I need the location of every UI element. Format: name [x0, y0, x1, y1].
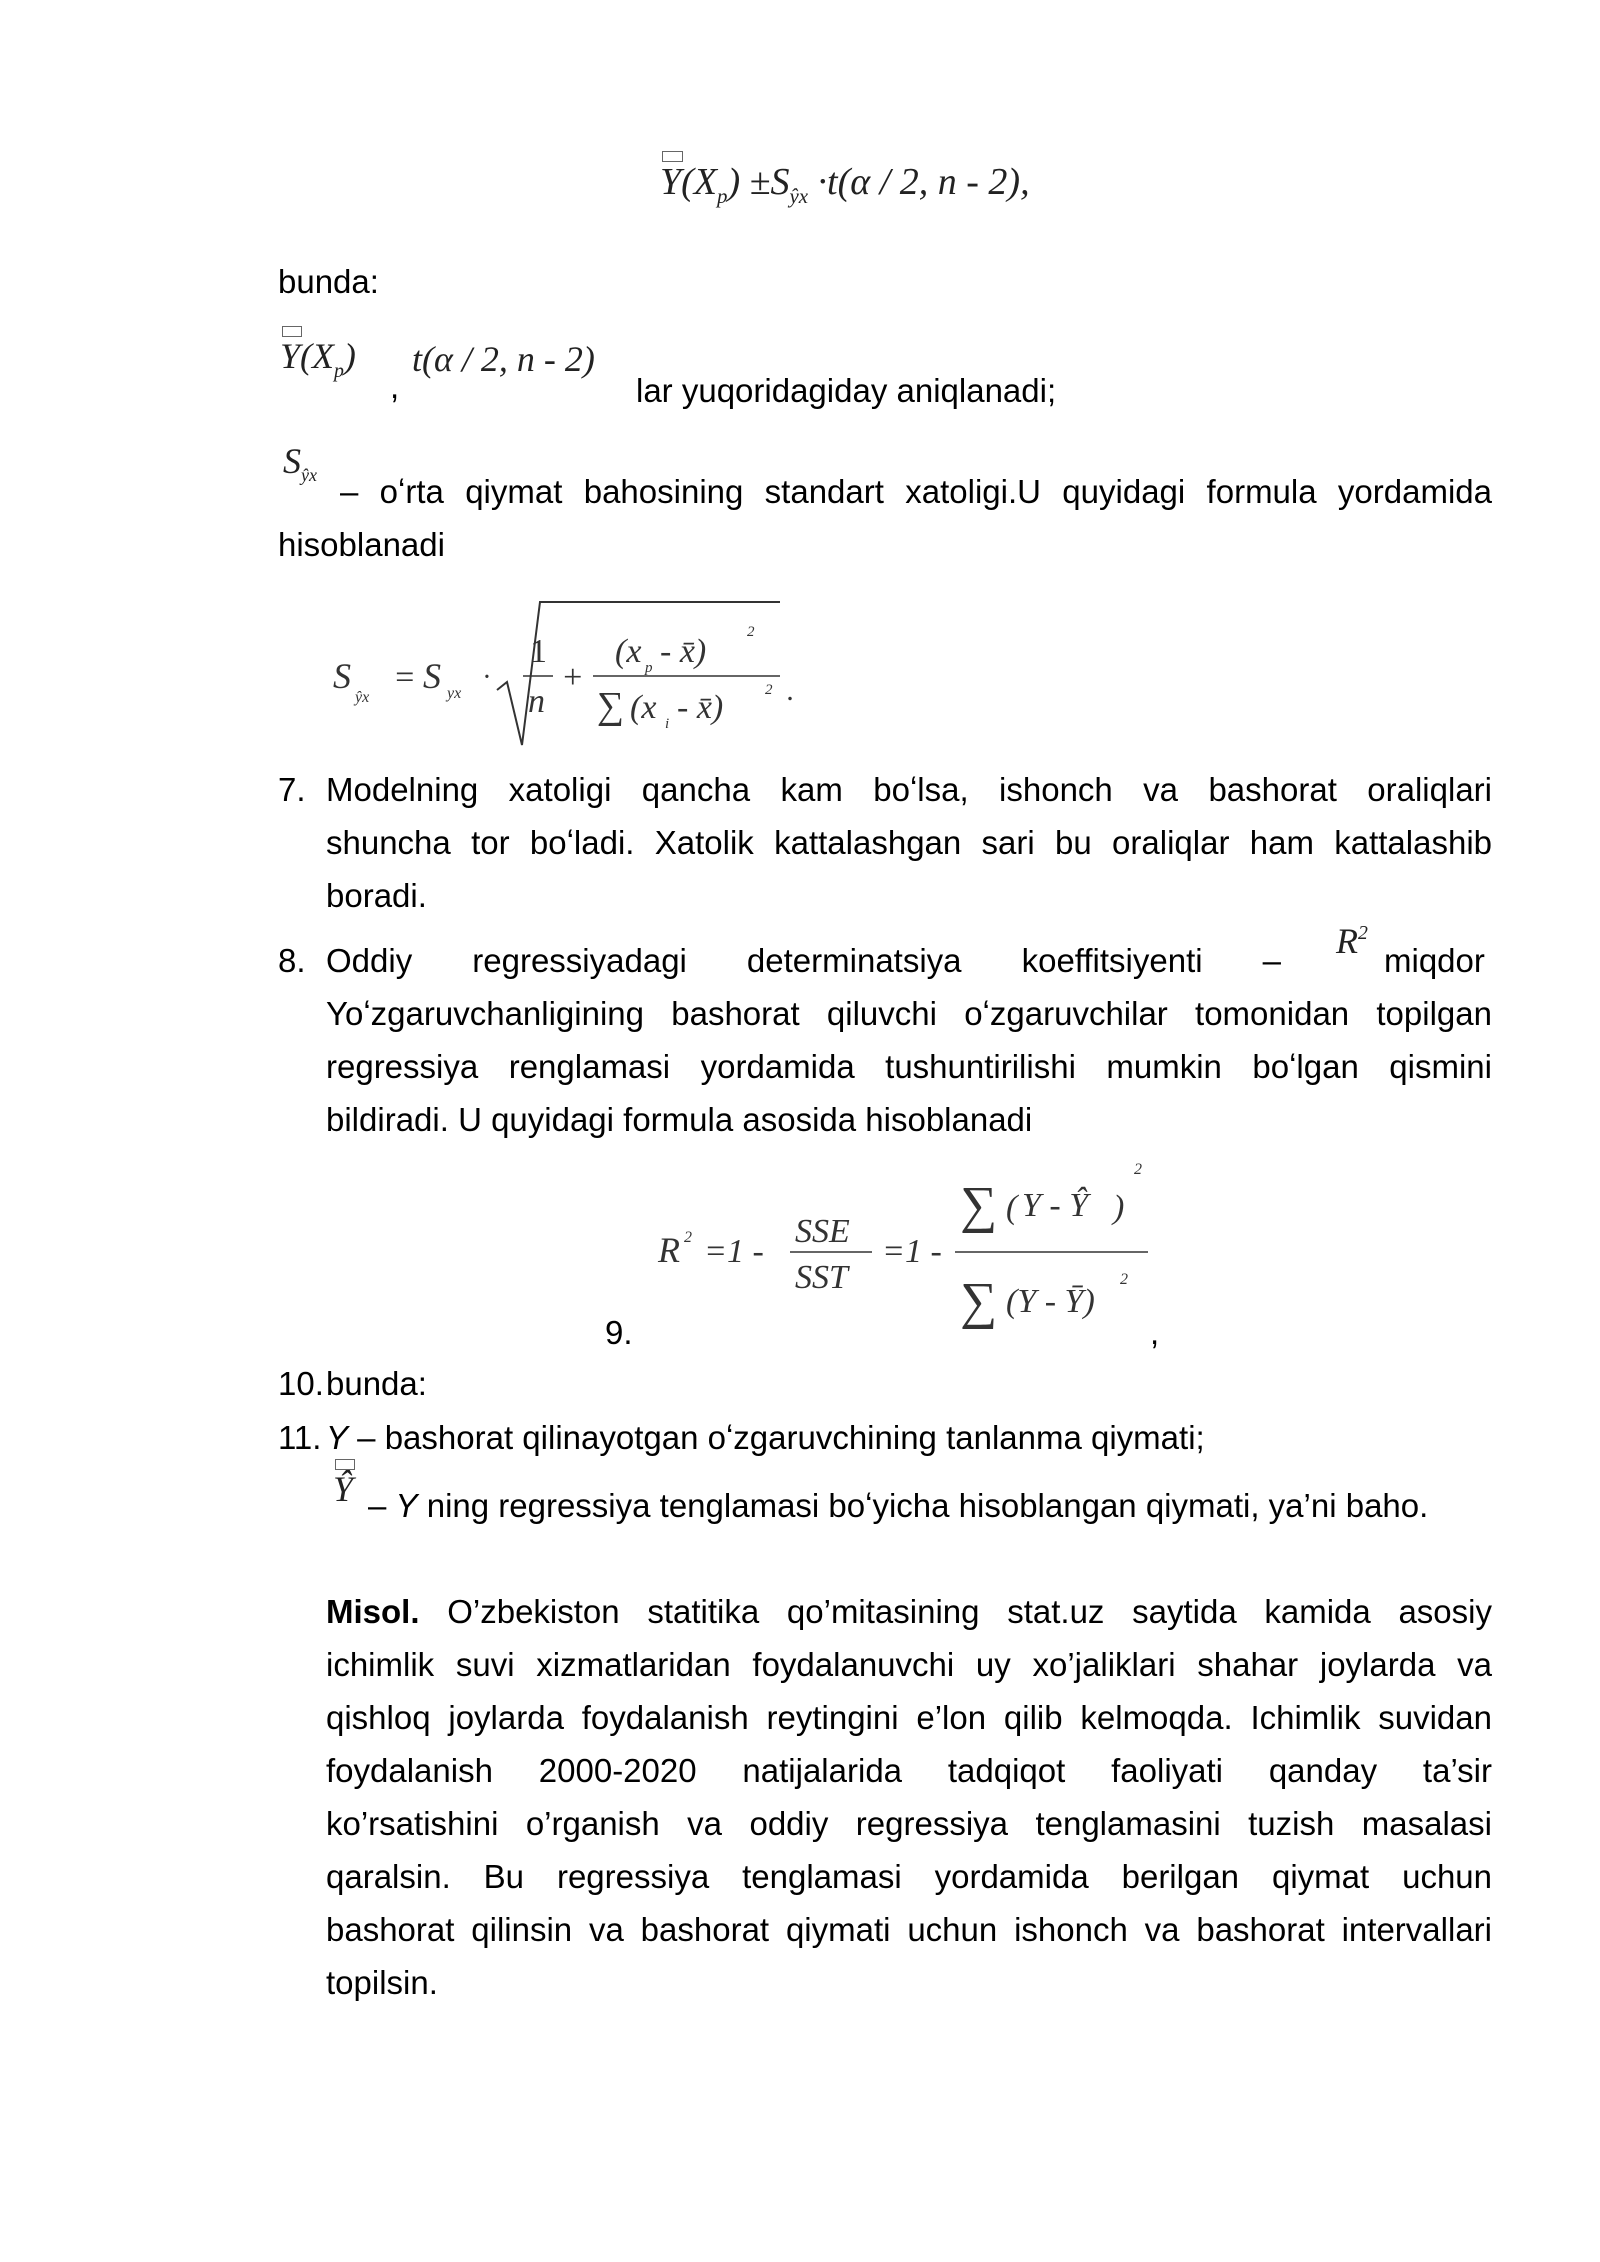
svg-text:Y - Ŷ: Y - Ŷ [1022, 1187, 1089, 1224]
formula-yhat-symbol: Ŷ [333, 1469, 354, 1509]
svg-text:.: . [787, 674, 795, 707]
item8-line3: regressiya renglamasi yordamida tushuntirilishi mumkin boʻlgan qismini [326, 1048, 1492, 1085]
formula-r2-determination [650, 1140, 1170, 1340]
svg-text:1: 1 [530, 633, 547, 670]
svg-text:2: 2 [765, 682, 773, 698]
misol-line1: Misol. O’zbekiston statitika qo’mitasining stat.uz saytida kamida asosiy [326, 1593, 1492, 1630]
lar-text: lar yuqoridagiday aniqlanadi; [636, 372, 1057, 409]
svg-text:(: ( [1006, 1189, 1018, 1226]
item7-line2: shuncha tor boʻladi. Xatolik kattalashgan sari bu oraliqlar ham kattalashib [326, 824, 1492, 861]
svg-text:yx: yx [447, 685, 462, 702]
item11-number: 11. [278, 1419, 322, 1456]
formula-t-quantile: t(α / 2, n - 2) [412, 339, 595, 379]
item8-line1: Oddiy regressiyadagi determinatsiya koeffitsiyenti – [326, 942, 1281, 979]
syx-description-line1: – oʻrta qiymat bahosining standart xatoligi.U quyidagi formula yordamida [340, 473, 1492, 510]
misol-line4: foydalanish 2000-2020 natijalarida tadqiqot faoliyati qanday ta’sir [326, 1752, 1492, 1789]
item9-number: 9. [605, 1314, 633, 1351]
svg-text:2: 2 [1134, 1161, 1142, 1178]
svg-text:=: = [393, 659, 416, 696]
svg-text:2: 2 [684, 1229, 692, 1246]
formula-syx-symbol: $S_{ŷx}$ [283, 441, 317, 486]
formula-trailing-comma: , [1150, 1314, 1160, 1351]
formula-prediction-interval: $Y(X_p) \pm S_{ŷx} \cdot t(\alpha / 2$, n - 2), [660, 161, 1030, 209]
item8-line2: Yoʻzgaruvchanligining bashorat qiluvchi oʻzgaruvchilar tomonidan topilgan [326, 995, 1492, 1032]
misol-line2: ichimlik suvi xizmatlaridan foydalanuvchi uy xo’jaliklari shahar joylarda va [326, 1646, 1492, 1683]
misol-label: Misol. [326, 1593, 420, 1630]
item8-line4: bildiradi. U quyidagi formula asosida hisoblanadi [326, 1101, 1033, 1138]
formula-yhat-xp: $Y(X_p)$ [280, 336, 356, 382]
item11-text [326, 1411, 1205, 1464]
item7-number: 7. [278, 771, 306, 808]
svg-text:∑: ∑ [597, 685, 625, 727]
svg-text:S: S [333, 656, 351, 696]
svg-text:·: · [483, 662, 490, 693]
svg-text:i: i [665, 716, 670, 732]
svg-text:SSE: SSE [795, 1213, 850, 1250]
svg-text:(x: (x [630, 689, 657, 726]
svg-text:+: + [561, 659, 584, 696]
svg-text:(x: (x [615, 633, 642, 670]
item11-description: – bashorat qilinayotgan oʻzgaruvchining tanlanma qiymati; [348, 1419, 1205, 1456]
item7-line1: Modelning xatoligi qancha kam boʻlsa, ishonch va bashorat oraliqlari [326, 771, 1492, 808]
svg-text:ŷx: ŷx [355, 689, 370, 706]
svg-text:p: p [645, 660, 653, 676]
svg-text:): ) [1113, 1189, 1125, 1226]
bunda-label: bunda: [278, 263, 379, 300]
yhat-description: – Y ning regressiya tenglamasi boʻyicha hisoblangan qiymati, ya’ni baho. [368, 1487, 1429, 1524]
item10-number: 10. [278, 1365, 324, 1402]
misol-line6: qaralsin. Bu regressiya tenglamasi yordamida berilgan qiymat uchun [326, 1858, 1492, 1895]
svg-text:=1 -: =1 - [704, 1233, 764, 1270]
misol-line8: topilsin. [326, 1964, 438, 2001]
svg-text:=1 -: =1 - [882, 1233, 942, 1270]
misol-line7: bashorat qilinsin va bashorat qiymati uchun ishonch va bashorat intervallari [326, 1911, 1492, 1948]
item11-y-symbol: Y [326, 1419, 349, 1456]
formula-syx-standard-error [325, 590, 825, 760]
svg-text:S: S [423, 656, 441, 696]
svg-text:- x̄): - x̄) [677, 689, 724, 726]
svg-text:2: 2 [747, 624, 755, 640]
misol-line5: ko’rsatishini o’rganish va oddiy regressiya tenglamasini tuzish masalasi [326, 1805, 1492, 1842]
svg-text:∑: ∑ [960, 1273, 998, 1330]
item8-miqdor: miqdor [1384, 942, 1485, 979]
svg-text:- x̄): - x̄) [660, 633, 707, 670]
item10-text: bunda: [326, 1365, 427, 1402]
svg-text:R: R [658, 1230, 680, 1270]
formula-comma: , [390, 368, 400, 405]
svg-text:n: n [528, 683, 545, 720]
item7-line3: boradi. [326, 877, 427, 914]
misol-line3: qishloq joylarda foydalanish reytingini e’lon qilib kelmoqda. Ichimlik suvidan [326, 1699, 1492, 1736]
svg-text:2: 2 [1120, 1271, 1128, 1288]
syx-description-line2: hisoblanadi [278, 526, 445, 563]
svg-text:∑: ∑ [960, 1177, 998, 1234]
svg-text:(Y - Ȳ): (Y - Ȳ) [1006, 1283, 1095, 1320]
formula-r2-symbol: $R^2$ [1336, 921, 1368, 961]
svg-text:SST: SST [795, 1259, 848, 1296]
item8-number: 8. [278, 942, 306, 979]
